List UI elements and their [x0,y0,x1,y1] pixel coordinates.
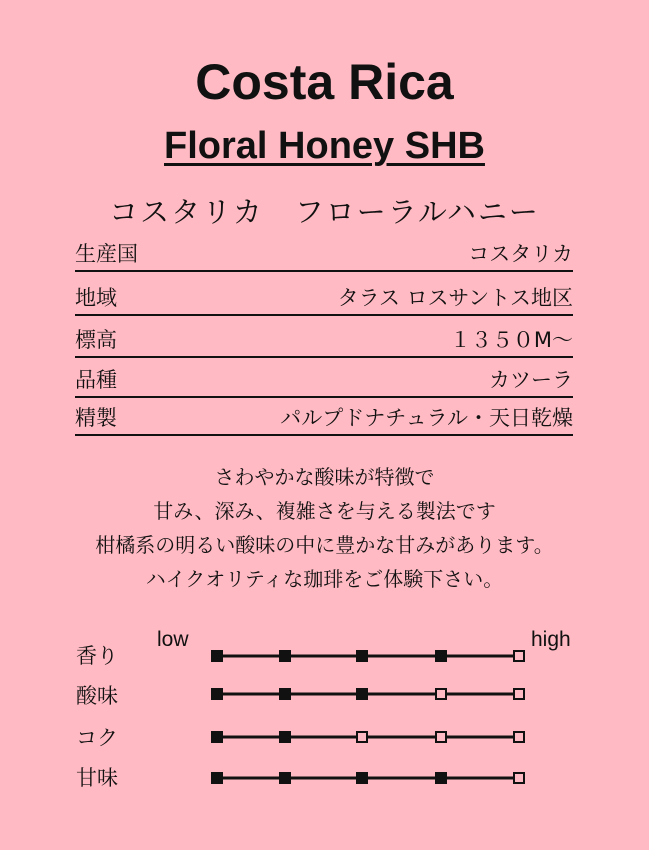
scale-point-empty [514,651,524,661]
coffee-title: Costa Rica [195,54,454,110]
description-line: ハイクオリティな珈琲をご体験下さい。 [145,567,504,591]
rating-label-acidity: 酸味 [76,684,118,708]
spec-row-process [75,400,573,436]
coffee-japanese-name: コスタリカ フローラルハニー [109,195,540,229]
spec-value: １３５０M〜 [449,328,573,352]
scale-point-filled [436,773,446,783]
rating-scale-aroma [205,646,535,666]
spec-key: 標高 [75,328,117,352]
rating-scale-body [205,727,535,747]
description-line: さわやかな酸味が特徴で [214,465,435,489]
description-line: 甘み、深み、複雑さを与える製法です [153,499,496,523]
scale-low-label: low [157,628,189,651]
spec-key: 精製 [75,406,117,430]
scale-point-filled [280,732,290,742]
spec-row-variety [75,362,573,398]
rating-scale-sweetness [205,768,535,788]
spec-key: 生産国 [75,242,138,266]
spec-key: 品種 [75,368,117,392]
coffee-subtitle [0,122,649,170]
rating-label-aroma: 香り [76,644,118,668]
spec-value: パルプドナチュラル・天日乾燥 [280,406,573,430]
scale-point-filled [357,689,367,699]
spec-key: 地域 [75,286,117,310]
spec-row-region [75,280,573,316]
spec-row-altitude [75,322,573,358]
scale-point-empty [436,732,446,742]
scale-high-label: high [531,628,571,651]
scale-point-empty [514,732,524,742]
scale-point-empty [357,732,367,742]
rating-label-body: コク [76,726,118,750]
coffee-subtitle-text: Floral Honey SHB [164,125,485,167]
scale-point-empty [436,689,446,699]
spec-value: タラス ロスサントス地区 [337,286,573,310]
rating-scale-acidity [205,684,535,704]
description [0,460,649,596]
scale-point-filled [212,773,222,783]
rating-label-sweetness: 甘味 [76,766,118,790]
scale-point-filled [212,689,222,699]
scale-point-filled [212,732,222,742]
scale-point-filled [212,651,222,661]
scale-point-filled [280,773,290,783]
scale-point-filled [280,651,290,661]
scale-point-empty [514,689,524,699]
scale-point-empty [514,773,524,783]
spec-row-origin [75,236,573,272]
description-line: 柑橘系の明るい酸味の中に豊かな甘みがあります。 [95,533,554,557]
scale-point-filled [357,651,367,661]
spec-value: コスタリカ [468,242,573,266]
scale-point-filled [280,689,290,699]
scale-point-filled [357,773,367,783]
scale-point-filled [436,651,446,661]
spec-value: カツーラ [489,368,573,392]
